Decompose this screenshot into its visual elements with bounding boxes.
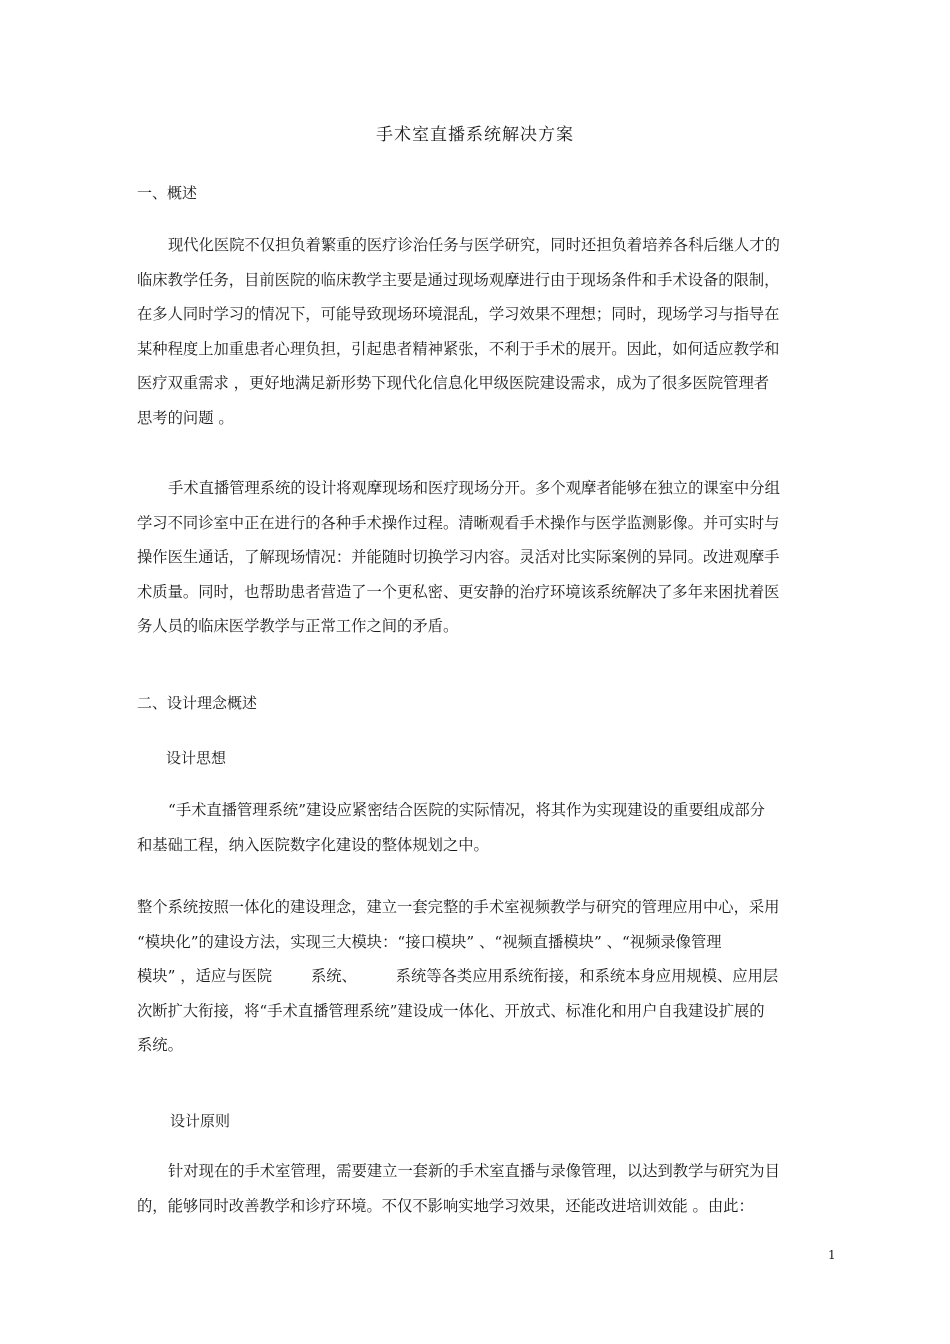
paragraph-design-1 [137,793,839,862]
text-line: 学习不同诊室中正在进行的各种手术操作过程。清晰观看手术操作与医学监测影像。并可实时与 [137,513,780,532]
paragraph-overview-1 [137,228,839,435]
text-line: 的，能够同时改善教学和诊疗环境。不仅不影响实地学习效果，还能改进培训效能 。由此： [137,1196,754,1215]
text-line: 手术直播管理系统的设计将观摩现场和医疗现场分开。多个观摩者能够在独立的课室中分组 [168,479,780,497]
text-line: 和基础工程，纳入医院数字化建设的整体规划之中。 [137,835,489,854]
text-line: 操作医生通话，了解现场情况：并能随时切换学习内容。灵活对比实际案例的异同。改进观摩手 [137,548,780,566]
text-line: 针对现在的手术室管理，需要建立一套新的手术室直播与录像管理，以达到教学与研究为目 [168,1162,780,1180]
text-line: “模块化”的建设方法，实现三大模块：“接口模块” 、“视频直播模块” 、“视频录像管理 [137,932,722,951]
text-line: 在多人同时学习的情况下，可能导致现场环境混乱，学习效果不理想；同时，现场学习与指导在 [137,305,780,323]
paragraph-design-3 [137,1154,839,1223]
section-heading-design: 二、设计理念概述 [137,694,258,712]
document-title: 手术室直播系统解决方案 [376,125,574,145]
page-number: 1 [828,1248,836,1262]
subheading-design-idea: 设计思想 [166,749,227,767]
paragraph-design-2 [137,890,839,1063]
text-line: 现代化医院不仅担负着繁重的医疗诊治任务与医学研究，同时还担负着培养各科后继人才的 [168,236,780,254]
text-line: 系统。 [137,1036,183,1054]
text-line: 医疗双重需求 ，更好地满足新形势下现代化信息化甲级医院建设需求，成为了很多医院管理者 [137,374,770,392]
text-line: 临床教学任务，目前医院的临床教学主要是通过现场观摩进行由于现场条件和手术设备的限制， [137,270,780,289]
text-line: 某种程度上加重患者心理负担，引起患者精神紧张，不利于手术的展开。因此，如何适应教学和 [137,339,780,358]
text-line: 务人员的临床医学教学与正常工作之间的矛盾。 [137,617,459,635]
text-line: “手术直播管理系统”建设应紧密结合医院的实际情况，将其作为实现建设的重要组成部分 [168,801,765,819]
paragraph-overview-2 [137,471,839,644]
text-line: 模块” ，适应与医院 系统、 系统等各类应用系统衔接，和系统本身应用规模、应用层 [137,967,779,985]
text-line: 思考的问题 。 [137,408,234,427]
text-line: 整个系统按照一体化的建设理念，建立一套完整的手术室视频教学与研究的管理应用中心，采用 [137,898,780,916]
section-heading-overview: 一、概述 [137,184,198,202]
text-line: 次断扩大衔接，将“手术直播管理系统”建设成一体化、开放式、标准化和用户自我建设扩展的 [137,1001,765,1020]
text-line: 术质量。同时，也帮助患者营造了一个更私密、更安静的治疗环境该系统解决了多年来困扰着医 [137,582,780,601]
subheading-design-principle: 设计原则 [170,1112,231,1130]
